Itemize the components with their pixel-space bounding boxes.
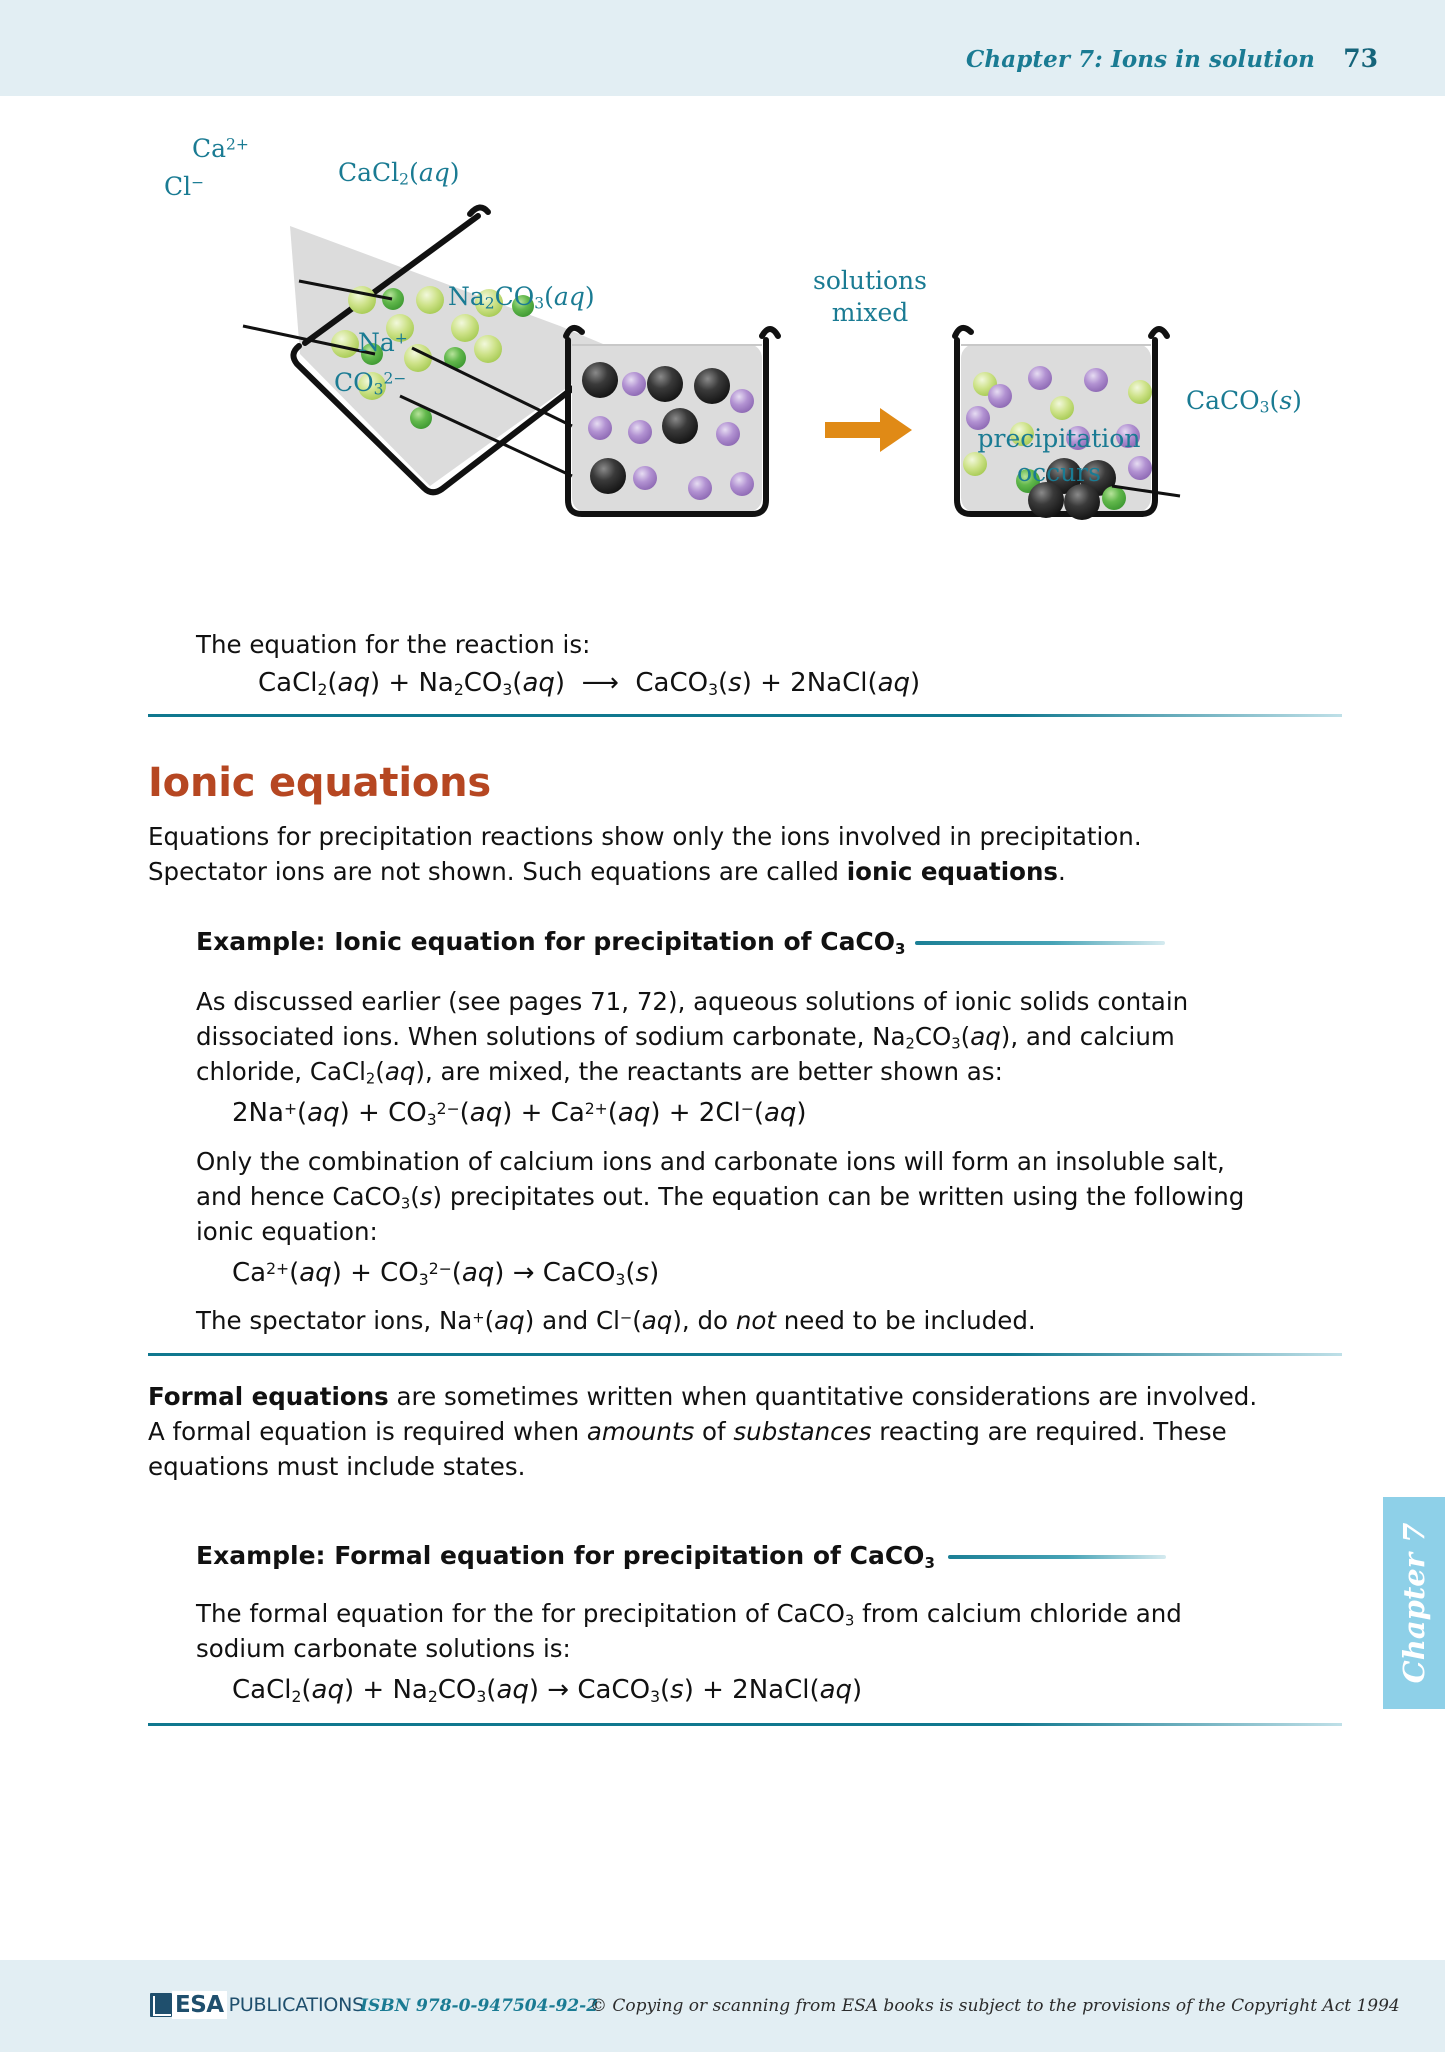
esa-logo-text: ESA xyxy=(172,1991,227,2019)
formal-paragraph-line3: equations must include states. xyxy=(148,1452,526,1481)
right-arrow-icon xyxy=(825,408,912,452)
label-ca-ion: $Ca^{2+}$ xyxy=(192,134,249,163)
label-co3-ion: $CO_3^{2-}$ xyxy=(334,368,407,399)
caption-solutions-mixed-line1: solutions xyxy=(812,266,927,295)
caption-precipitation-line1: precipitation xyxy=(977,424,1141,453)
divider-after-formal-example xyxy=(148,1723,1342,1726)
divider-after-equation xyxy=(148,714,1342,717)
precipitation-diagram xyxy=(0,96,1445,616)
section-paragraph-line2 xyxy=(148,856,1066,888)
formal-paragraph-line2: A formal equation is required when amounts of substances reacting are required. These xyxy=(148,1417,1227,1446)
example-ionic-line1: As discussed earlier (see pages 71, 72), aqueous solutions of ionic solids contain xyxy=(196,987,1189,1016)
overall-equation: CaCl$_2$(aq) + $Na_2CO_3(aq)$ ⟶ CaCO$_3$(s) + 2NaCl(aq) xyxy=(258,668,921,699)
chapter-side-tab xyxy=(1383,1497,1445,1709)
paragraph-text-bold: ionic equations xyxy=(846,857,1058,886)
example-ionic-line4: Only the combination of calcium ions and carbonate ions will form an insoluble salt, xyxy=(196,1147,1225,1176)
paragraph-text-pre: Spectator ions are not shown. Such equations are called xyxy=(148,857,847,886)
page-footer xyxy=(0,1960,1445,2052)
example-formal-equation: CaCl$_2$(aq) + $Na_2CO_3(aq)$ → CaCO$_3$(s) + 2NaCl(aq) xyxy=(232,1675,863,1706)
example-formal-line1: The formal equation for the for precipitation of CaCO$_3$ from calcium chloride and xyxy=(196,1599,1182,1630)
example-ionic-line3: chloride, CaCl$_2$(aq), are mixed, the reactants are better shown as: xyxy=(196,1057,1003,1088)
example-ionic-line6: ionic equation: xyxy=(196,1217,378,1246)
example-ionic-rule xyxy=(915,941,1165,945)
caption-solutions-mixed-line2: mixed xyxy=(831,298,909,327)
label-caco3-solid: CaCO$_3$(s) xyxy=(1186,386,1302,417)
example-formal-rule xyxy=(948,1555,1166,1559)
example-ionic-line5: and hence CaCO$_3$(s) precipitates out. The equation can be written using the following xyxy=(196,1182,1245,1213)
label-na-ion: Na+ xyxy=(358,328,408,357)
paragraph-text-post: . xyxy=(1058,857,1066,886)
page-header xyxy=(0,0,1445,96)
section-heading-ionic-equations: Ionic equations xyxy=(148,760,492,806)
example-ionic-equation-1: $2Na^+(aq) + CO_3^{2-}(aq) + Ca^{2+}(aq) + 2Cl^-(aq)$ xyxy=(232,1098,807,1129)
caption-precipitation-line2: occurs xyxy=(1017,458,1101,487)
footer-copyright: © Copying or scanning from ESA books is subject to the provisions of the Copyright Act 1994 xyxy=(590,1996,1400,2016)
page-number: 73 xyxy=(1343,44,1378,73)
chapter-side-tab-label: Chapter 7 xyxy=(1397,1522,1431,1684)
example-formal-line2: sodium carbonate solutions is: xyxy=(196,1634,571,1663)
example-formal-heading: Example: Formal equation for precipitation of CaCO$_3$ xyxy=(196,1541,935,1572)
label-cl-ion: Cl− xyxy=(164,172,205,201)
example-ionic-line7: The spectator ions, Na+(aq) and Cl−(aq), do not need to be included. xyxy=(196,1306,1036,1335)
formal-bold-lead: Formal equations xyxy=(148,1382,389,1411)
formal-paragraph-line1 xyxy=(148,1381,1257,1413)
example-ionic-equation-2: $Ca^{2+}(aq) + CO_3^{2-}(aq)$ → CaCO$_3$(s) xyxy=(232,1258,660,1289)
footer-isbn: ISBN 978-0-947504-92-2 xyxy=(360,1996,599,2016)
esa-logo-mark xyxy=(150,1993,172,2017)
label-na2co3-beaker: $Na_2CO_3(aq)$ xyxy=(448,282,595,313)
label-cacl2-flask: CaCl$_2$(aq) xyxy=(338,158,460,189)
formal-line1-rest: are sometimes written when quantitative considerations are involved. xyxy=(388,1382,1258,1411)
equation-lead: The equation for the reaction is: xyxy=(196,630,591,659)
chapter-title: Chapter 7: Ions in solution xyxy=(965,46,1315,73)
example-ionic-line2: dissociated ions. When solutions of sodium carbonate, $Na_2CO_3(aq)$, and calcium xyxy=(196,1022,1175,1053)
esa-logo xyxy=(150,1991,364,2019)
divider-after-ionic-example xyxy=(148,1353,1342,1356)
example-ionic-heading: Example: Ionic equation for precipitation of CaCO$_3$ xyxy=(196,927,906,958)
section-paragraph-line1: Equations for precipitation reactions show only the ions involved in precipitation. xyxy=(148,822,1142,851)
diagram-svg xyxy=(0,96,1445,616)
esa-logo-suffix: PUBLICATIONS xyxy=(228,1994,364,2016)
